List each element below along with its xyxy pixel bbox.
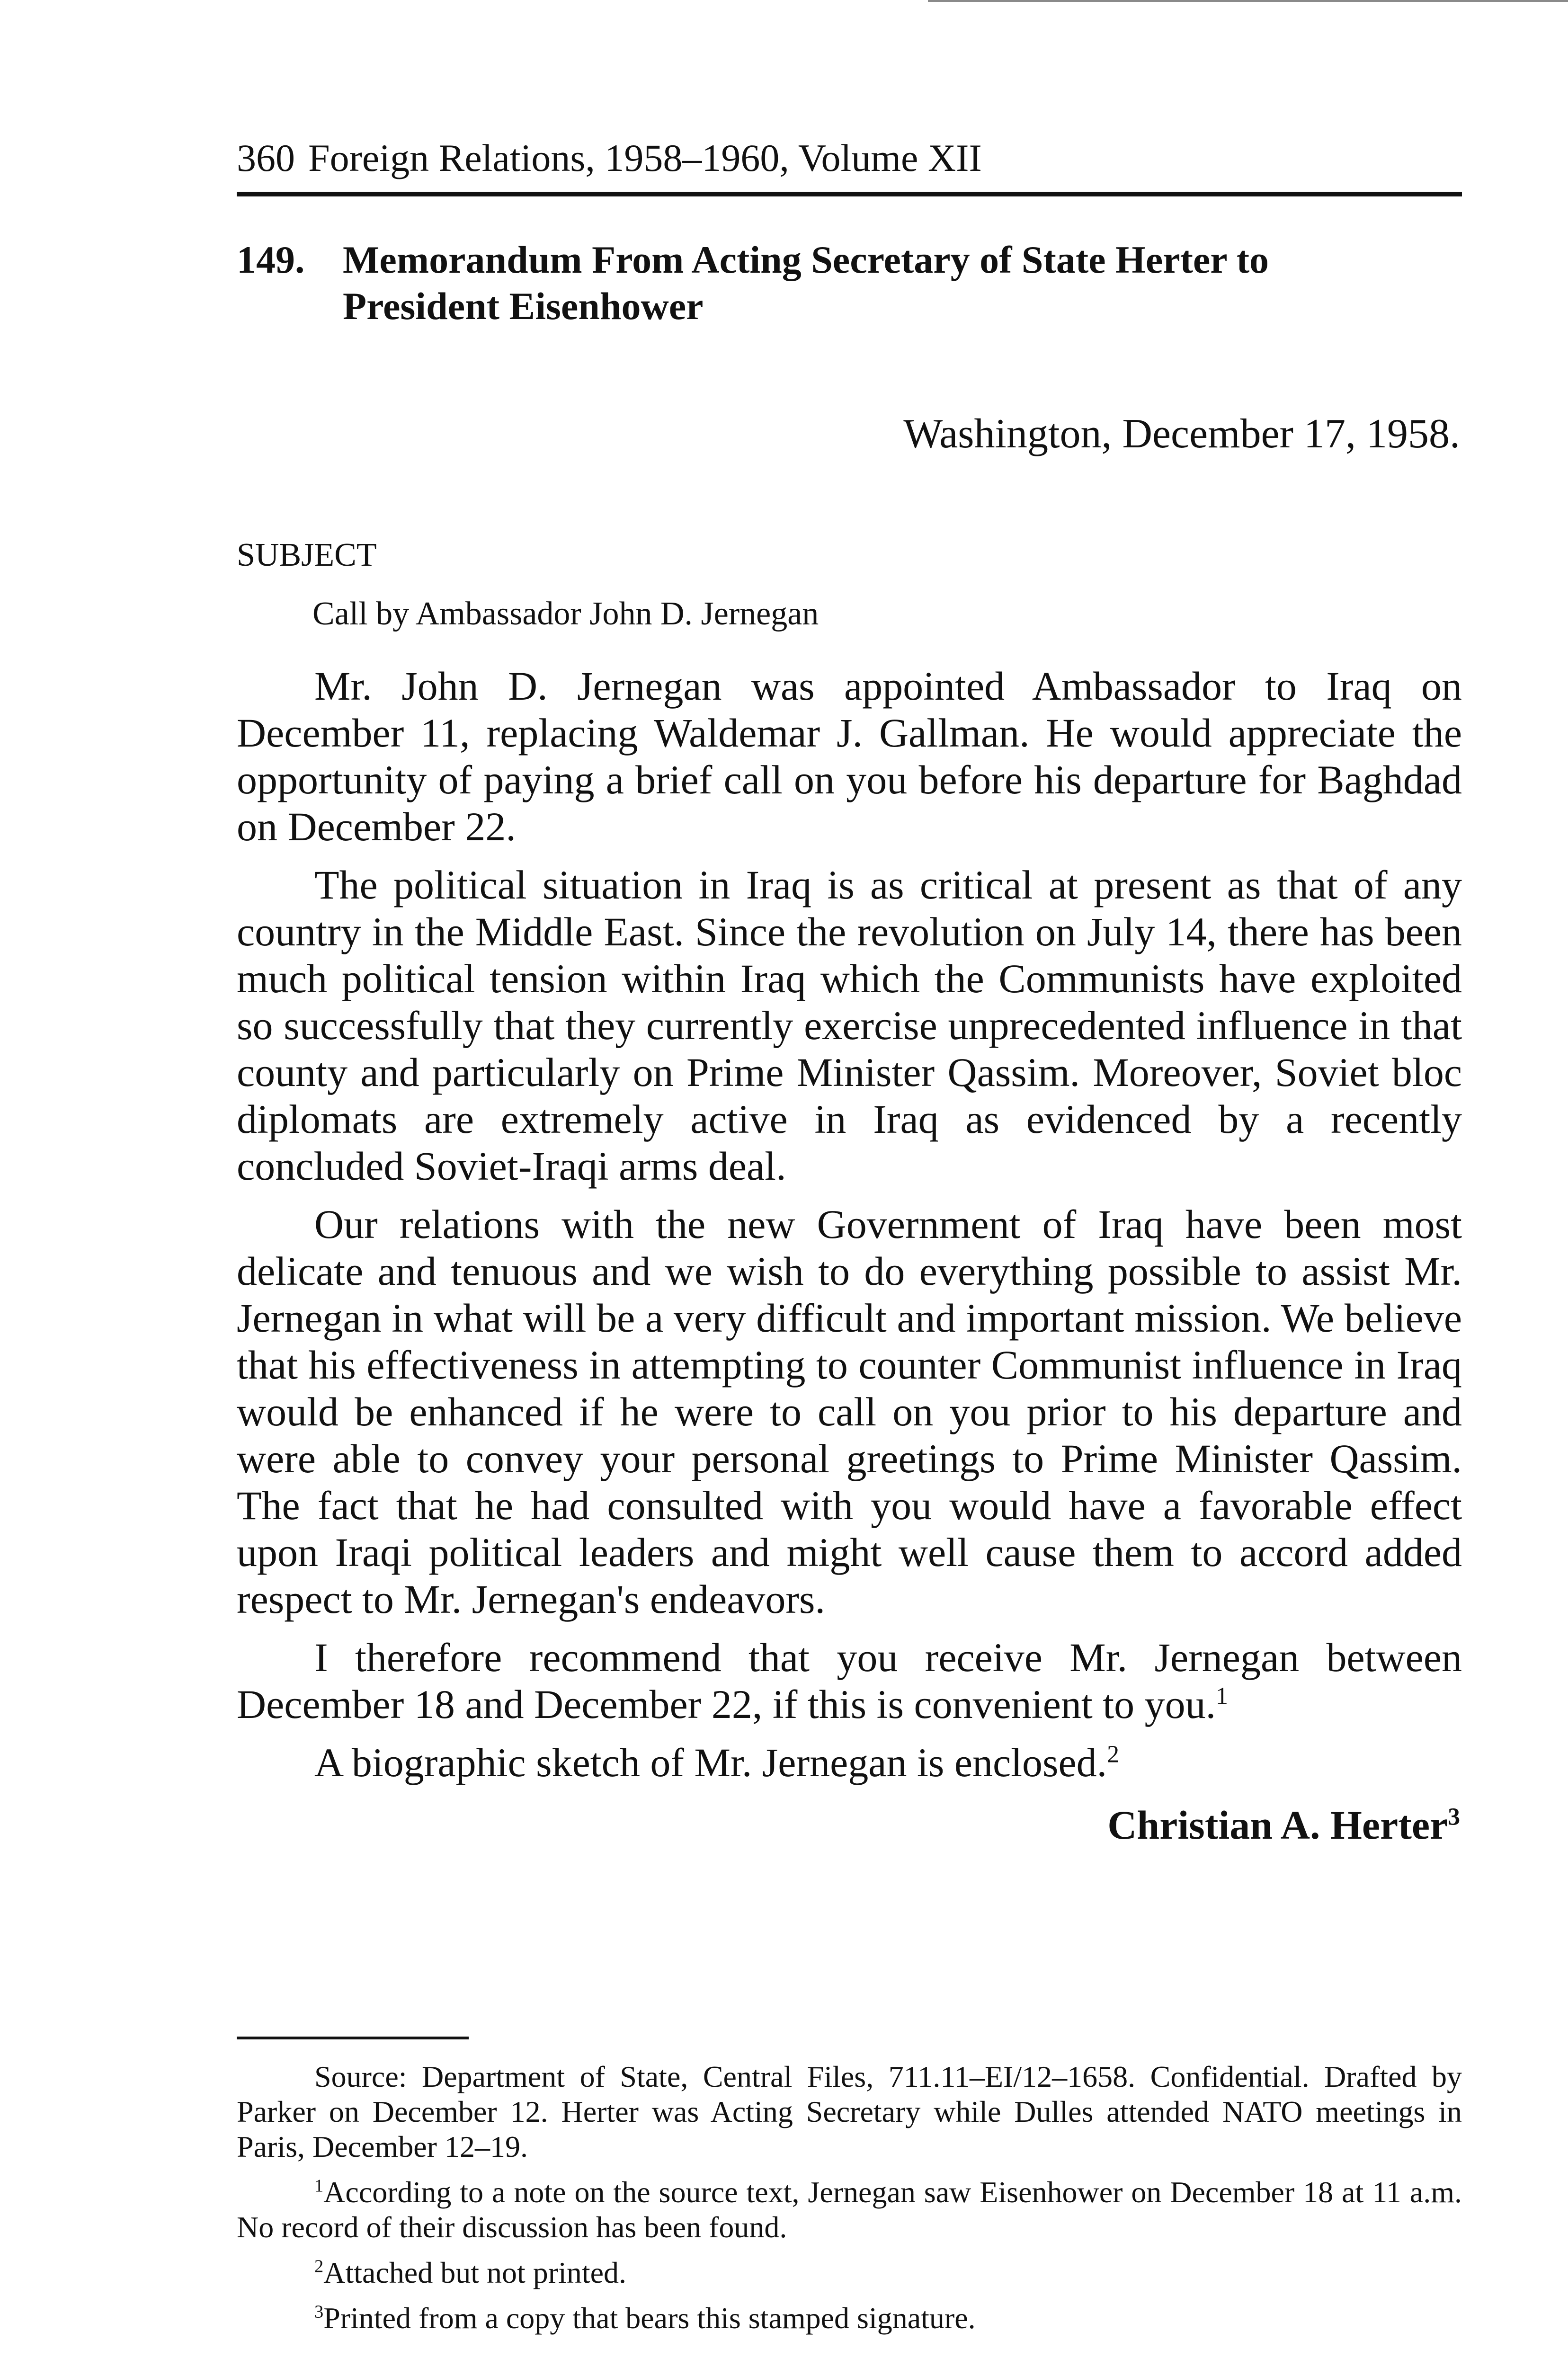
footnote-2 [237,2255,1462,2290]
top-edge-rule [928,0,1568,2]
footnote-3-text: Printed from a copy that bears this stamped signature. [323,2301,976,2335]
title-line-2: President Eisenhower [343,285,704,328]
dateline: Washington, December 17, 1958. [903,411,1460,457]
signature-name: Christian A. Herter [1107,1802,1448,1848]
footnote-marker-2: 2 [314,2256,324,2277]
memo-body [237,663,1462,1797]
footnote-3 [237,2301,1462,2336]
recommendation-text: I therefore recommend that you receive Mr. Jernegan between December 18 and December 22, if this is convenient to you. [237,1635,1462,1727]
paragraph-enclosure [237,1739,1462,1786]
paragraph-1: Mr. John D. Jernegan was appointed Ambassador to Iraq on December 11, replacing Waldemar J. Gallman. He would appreciate the opportunity of paying a brief call on you before his departure for Baghdad on December 22. [237,663,1462,849]
footnote-marker-3: 3 [314,2302,324,2322]
subject-text: Call by Ambassador John D. Jernegan [312,596,819,632]
footnote-marker-1: 1 [314,2176,324,2196]
running-header [237,134,1462,182]
footnote-1-text: According to a note on the source text, Jernegan saw Eisenhower on December 18 at 11 a.m. No record of their discussion has been found. [237,2175,1462,2244]
signature [1107,1799,1460,1851]
page-number: 360 [237,136,295,179]
running-title: Foreign Relations, 1958–1960, Volume XII [308,136,982,179]
footnote-rule [237,2037,469,2039]
footnote-2-text: Attached but not printed. [323,2256,627,2289]
footnotes [237,2059,1462,2346]
footnote-ref-3[interactable]: 3 [1448,1803,1460,1831]
source-note: Source: Department of State, Central Files, 711.11–EI/12–1658. Confidential. Drafted by Parker on December 12. Herter was Acting Secretary while Dulles attended NATO meetings in Paris, December 12–19. [237,2060,1462,2163]
paragraph-2: The political situation in Iraq is as critical at present as that of any country in the Middle East. Since the revolution on July 14, there has been much political tension within Iraq which the Communists have exploited so successfully that they currently exercise unprecedented influence in that county and particularly on Prime Minister Qassim. Moreover, Soviet bloc diplomats are extremely active in Iraq as evidenced by a recently concluded Soviet-Iraqi arms deal. [237,862,1462,1189]
enclosure-text: A biographic sketch of Mr. Jernegan is enclosed. [314,1740,1107,1785]
header-rule [237,192,1462,196]
document-title [237,237,1462,329]
paragraph-recommendation [237,1634,1462,1728]
footnote-ref-1[interactable]: 1 [1216,1682,1228,1710]
paragraph-3: Our relations with the new Government of Iraq have been most delicate and tenuous and we wish to do everything possible to assist Mr. Jernegan in what will be a very difficult and important mission. We believe that his effectiveness in attempting to counter Communist influence in Iraq would be enhanced if he were to call on you prior to his departure and were able to convey your personal greetings to Prime Minister Qassim. The fact that he had consulted with you would have a favorable effect upon Iraqi political leaders and might well cause them to accord added respect to Mr. Jernegan's endeavors. [237,1201,1462,1622]
document-number: 149. [237,238,305,281]
title-line-1: Memorandum From Acting Secretary of State Herter to [343,238,1269,281]
subject-label: SUBJECT [237,537,377,573]
footnote-1 [237,2175,1462,2245]
footnote-ref-2[interactable]: 2 [1107,1741,1119,1768]
